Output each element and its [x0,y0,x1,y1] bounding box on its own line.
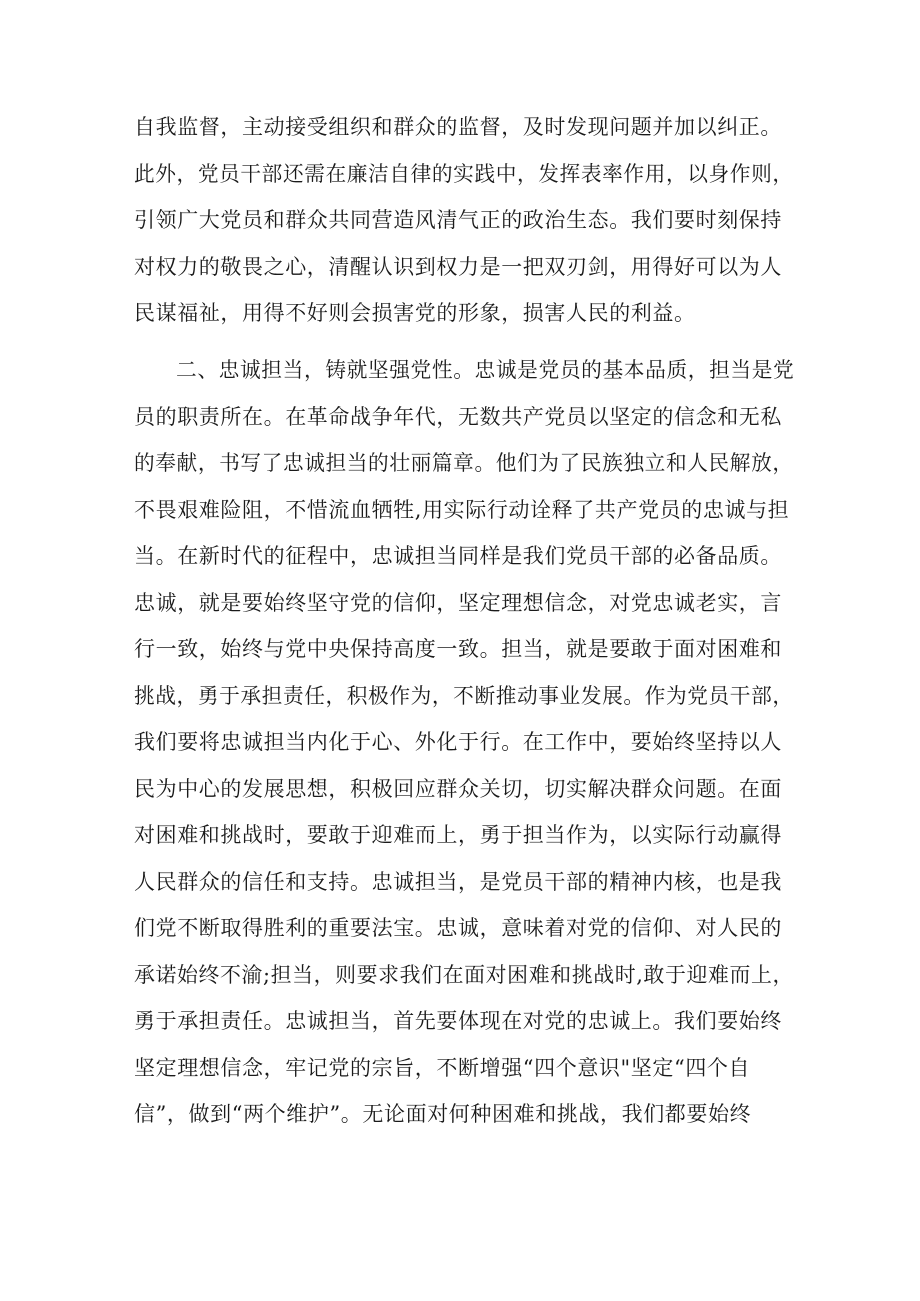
paragraph-1-line: 民谋福祉，用得不好则会损害党的形象，损害人民的利益。 [134,301,696,325]
paragraph-2-line: 我们要将忠诚担当内化于心、外化于行。在工作中，要始终坚持以人 [134,730,782,754]
paragraph-2-line: 不畏艰难险阻，不惜流血牺牲,用实际行动诠释了共产党员的忠诚与担 [134,497,790,522]
paragraph-2-line: 信”，做到“两个维护”。无论面对何种困难和挑战，我们都要始终 [134,1102,752,1126]
paragraph-2-line: 挑战，勇于承担责任，积极作为，不断推动事业发展。作为党员干部， [134,683,794,708]
paragraph-2-line: 承诺始终不渝;担当，则要求我们在面对困难和挑战时,敢于迎难而上， [134,962,794,987]
paragraph-2-line: 的奉献，书写了忠诚担当的壮丽篇章。他们为了民族独立和人民解放， [134,451,794,475]
paragraph-1-line: 自我监督，主动接受组织和群众的监督，及时发现问题并加以纠正。 [134,115,782,139]
paragraph-2-line: 坚定理想信念，牢记党的宗旨，不断增强“四个意识"坚定“四个自 [134,1055,751,1080]
paragraph-1-line: 对权力的敬畏之心，清醒认识到权力是一把双刃剑，用得好可以为人 [134,254,782,279]
paragraph-2-line: 行一致，始终与党中央保持高度一致。担当，就是要敢于面对困难和 [134,637,782,661]
paragraph-2-line: 对困难和挑战时，要敢于迎难而上，勇于担当作为，以实际行动赢得 [134,823,782,847]
paragraph-1-line: 引领广大党员和群众共同营造风清气正的政治生态。我们要时刻保持 [134,208,782,232]
paragraph-2-line: 人民群众的信任和支持。忠诚担当，是党员干部的精神内核，也是我 [134,869,782,894]
paragraph-2-line: 二、忠诚担当，铸就坚强党性。忠诚是党员的基本品质，担当是党 [176,358,795,382]
paragraph-2-line: 忠诚，就是要始终坚守党的信仰，坚定理想信念，对党忠诚老实，言 [134,590,782,615]
paragraph-2-line: 员的职责所在。在革命战争年代，无数共产党员以坚定的信念和无私 [134,404,782,429]
paragraph-2-line: 们党不断取得胜利的重要法宝。忠诚，意味着对党的信仰、对人民的 [134,916,782,940]
paragraph-2-line: 当。在新时代的征程中，忠诚担当同样是我们党员干部的必备品质。 [134,544,782,568]
paragraph-1-line: 此外，党员干部还需在廉洁自律的实践中，发挥表率作用，以身作则， [134,161,794,186]
paragraph-2-line: 民为中心的发展思想，积极回应群众关切，切实解决群众问题。在面 [134,776,782,801]
paragraph-2-line: 勇于承担责任。忠诚担当，首先要体现在对党的忠诚上。我们要始终 [134,1009,782,1033]
